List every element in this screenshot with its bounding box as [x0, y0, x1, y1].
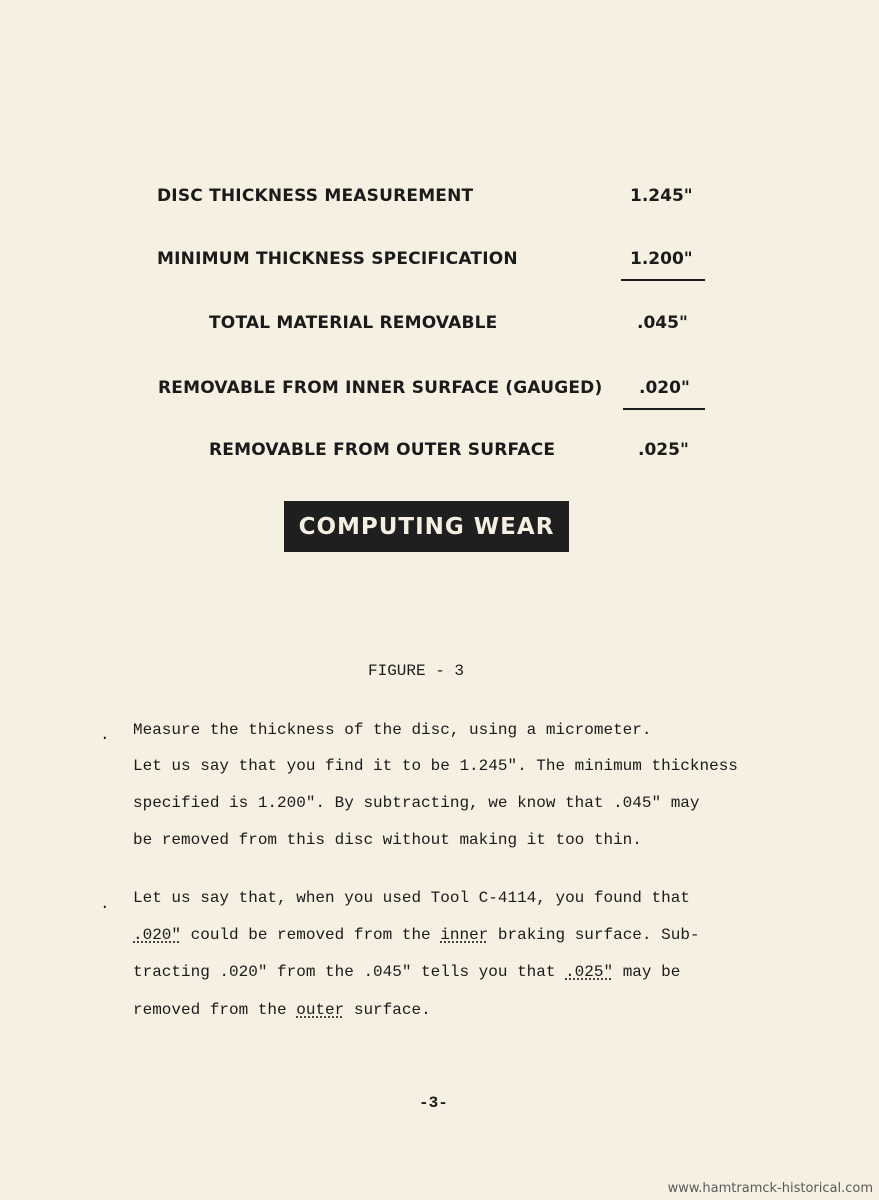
- paragraph1-line1: Measure the thickness of the disc, using a micrometer.: [133, 721, 652, 739]
- paragraph2-line4-text: removed from the: [133, 1001, 297, 1019]
- paragraph2-line2: [133, 926, 700, 944]
- banner-title: COMPUTING WEAR: [298, 513, 555, 540]
- paragraph2-line4: [133, 1001, 431, 1019]
- paragraph1-line2: Let us say that you find it to be 1.245". The minimum thickness: [133, 757, 738, 775]
- underlined-value-025: .025": [565, 963, 614, 981]
- row-label-outer-surface: REMOVABLE FROM OUTER SURFACE: [209, 440, 556, 460]
- page-number: -3-: [419, 1094, 448, 1112]
- row-value-inner-surface: .020": [639, 378, 690, 398]
- paragraph2-line3-text: tracting .020" from the .045" tells you that: [133, 963, 566, 981]
- underlined-value-020: .020": [133, 926, 182, 944]
- paragraph2-line2-tail: braking surface. Sub-: [488, 926, 700, 944]
- row-value-disc-thickness: 1.245": [630, 186, 693, 206]
- paragraph2-line4-tail: surface.: [344, 1001, 431, 1019]
- paragraph1-line4: be removed from this disc without making it too thin.: [133, 831, 642, 849]
- row-value-minimum-thickness: 1.200": [630, 249, 693, 269]
- computing-wear-banner: [284, 501, 569, 552]
- row-label-total-removable: TOTAL MATERIAL REMOVABLE: [209, 313, 498, 333]
- paragraph2-line2-text: could be removed from the: [181, 926, 441, 944]
- paragraph2-line1: Let us say that, when you used Tool C-4114, you found that: [133, 889, 690, 907]
- row-label-minimum-thickness: MINIMUM THICKNESS SPECIFICATION: [157, 249, 518, 269]
- paragraph2-bullet: .: [100, 895, 110, 913]
- website-watermark: www.hamtramck-historical.com: [667, 1181, 873, 1196]
- paragraph2-line3: [133, 963, 680, 981]
- subtraction-rule-1: [621, 279, 705, 281]
- row-value-total-removable: .045": [637, 313, 688, 333]
- subtraction-rule-2: [623, 408, 705, 410]
- figure-caption: FIGURE - 3: [368, 662, 465, 680]
- paragraph1-line3: specified is 1.200". By subtracting, we know that .045" may: [133, 794, 700, 812]
- paragraph2-line3-tail: may be: [613, 963, 681, 981]
- row-label-inner-surface: REMOVABLE FROM INNER SURFACE (GAUGED): [158, 378, 603, 398]
- row-label-disc-thickness: DISC THICKNESS MEASUREMENT: [157, 186, 474, 206]
- underlined-word-inner: inner: [440, 926, 489, 944]
- row-value-outer-surface: .025": [638, 440, 689, 460]
- paragraph1-bullet: .: [100, 726, 110, 744]
- underlined-word-outer: outer: [296, 1001, 345, 1019]
